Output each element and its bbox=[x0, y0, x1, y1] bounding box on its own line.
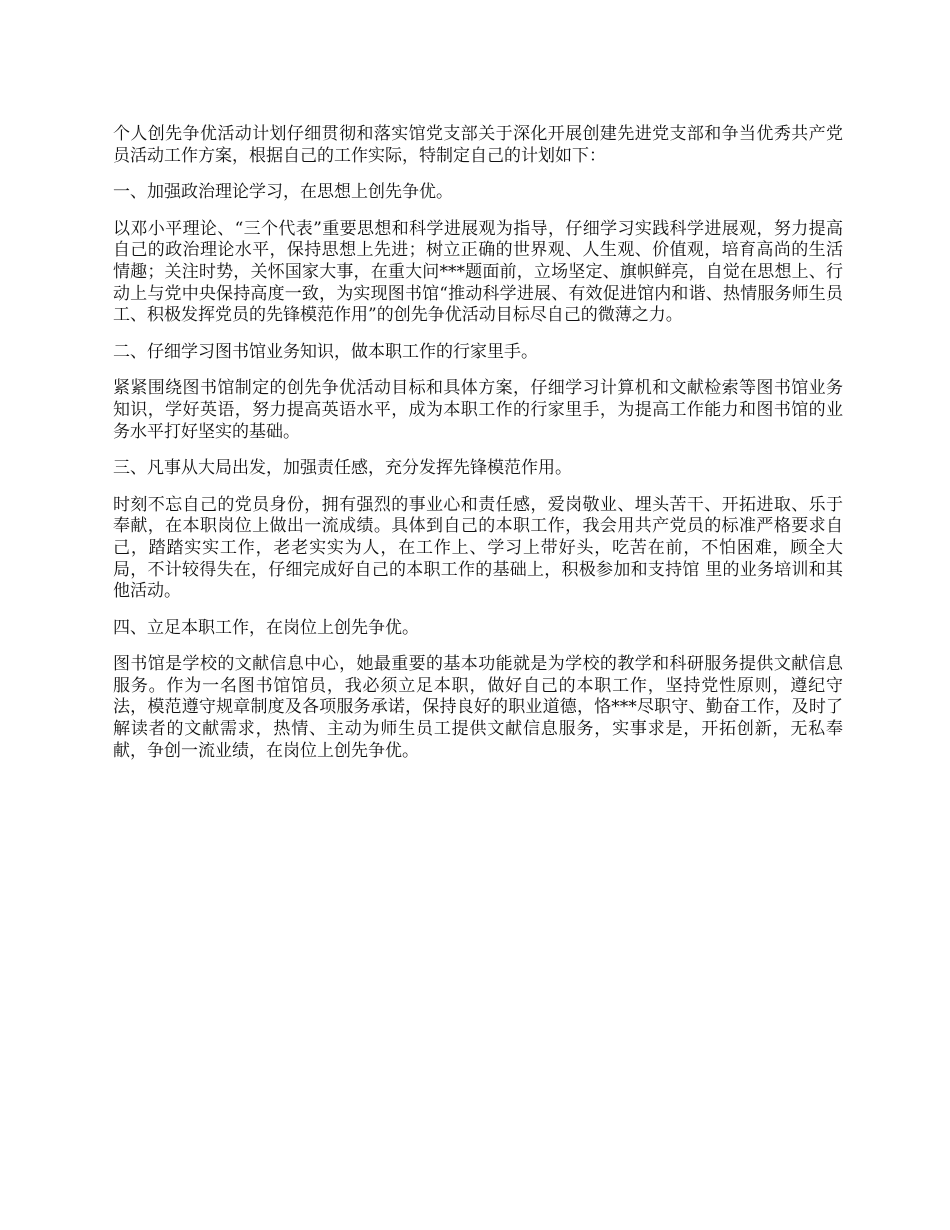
section-3-body: 时刻不忘自己的党员身份，拥有强烈的事业心和责任感，爱岗敬业、埋头苦干、开拓进取、乐于奉献，在本职岗位上做出一流成绩。具体到自己的本职工作，我会用共产党员的标准严格要求自己，踏踏实实工作，老老实实为人，在工作上、学习上带好头，吃苦在前，不怕困难，顾全大局，不计较得失在，仔细完成好自己的本职工作的基础上，积极参加和支持馆 里的业务培训和其他活动。 bbox=[113, 494, 843, 602]
section-1-body: 以邓小平理论、“三个代表”重要思想和科学进展观为指导，仔细学习实践科学进展观，努力提高自己的政治理论水平，保持思想上先进；树立正确的世界观、人生观、价值观，培育高尚的生活情趣；关注时势，关怀国家大事，在重大问***题面前，立场坚定、旗帜鲜亮，自觉在思想上、行动上与党中央保持高度一致，为实现图书馆“推动科学进展、有效促进馆内和谐、热情服务师生员工、积极发挥党员的先锋模范作用”的创先争优活动目标尽自己的微薄之力。 bbox=[113, 218, 843, 326]
document-page bbox=[113, 124, 843, 777]
section-1-heading: 一、加强政治理论学习，在思想上创先争优。 bbox=[113, 182, 453, 203]
section-2-body: 紧紧围绕图书馆制定的创先争优活动目标和具体方案，仔细学习计算机和文献检索等图书馆业务知识，学好英语，努力提高英语水平，成为本职工作的行家里手，为提高工作能力和图书馆的业务水平打好坚实的基础。 bbox=[113, 378, 843, 442]
section-3-heading: 三、凡事从大局出发，加强责任感，充分发挥先锋模范作用。 bbox=[113, 458, 572, 479]
intro-paragraph: 个人创先争优活动计划仔细贯彻和落实馆党支部关于深化开展创建先进党支部和争当优秀共产党员活动工作方案，根据自己的工作实际，特制定自己的计划如下： bbox=[113, 124, 843, 166]
section-4-body: 图书馆是学校的文献信息中心，她最重要的基本功能就是为学校的教学和科研服务提供文献信息服务。作为一名图书馆馆员，我必须立足本职，做好自己的本职工作，坚持党性原则，遵纪守法，模范遵守规章制度及各项服务承诺，保持良好的职业道德，恪***尽职守、勤奋工作，及时了解读者的文献需求，热情、主动为师生员工提供文献信息服务，实事求是，开拓创新，无私奉献，争创一流业绩，在岗位上创先争优。 bbox=[113, 654, 843, 761]
section-2-heading: 二、仔细学习图书馆业务知识，做本职工作的行家里手。 bbox=[113, 341, 538, 362]
section-4-heading: 四、立足本职工作，在岗位上创先争优。 bbox=[113, 617, 419, 638]
